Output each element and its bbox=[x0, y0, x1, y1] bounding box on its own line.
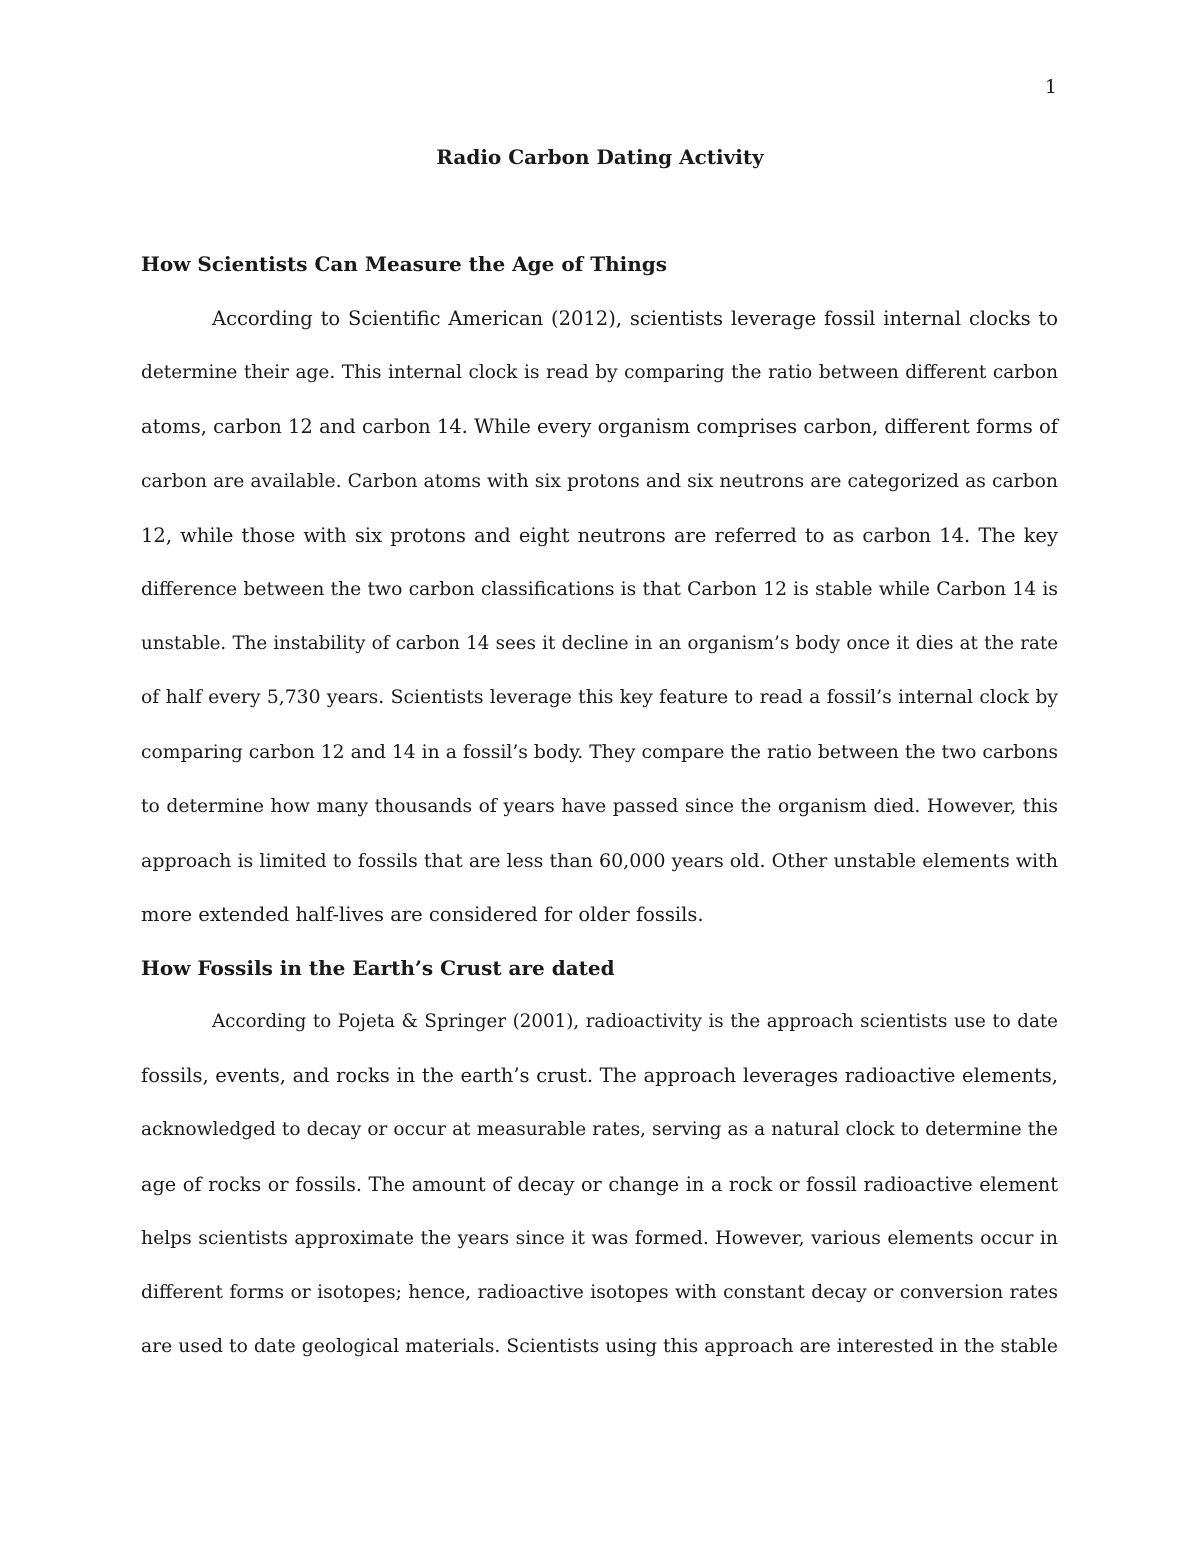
paragraph-line: are used to date geological materials. Scientists using this approach are interested in the stable bbox=[141, 1336, 1058, 1358]
paragraph-line: atoms, carbon 12 and carbon 14. While every organism comprises carbon, different forms of bbox=[141, 415, 1058, 439]
paragraph-line: fossils, events, and rocks in the earth’s crust. The approach leverages radioactive elements, bbox=[141, 1064, 1058, 1088]
paragraph-line: unstable. The instability of carbon 14 sees it decline in an organism’s body once it dies at the rate bbox=[141, 633, 1058, 655]
section-heading-measure-age: How Scientists Can Measure the Age of Things bbox=[141, 252, 668, 276]
paragraph-line: to determine how many thousands of years have passed since the organism died. However, this bbox=[141, 795, 1058, 817]
paragraph-line: helps scientists approximate the years since it was formed. However, various elements occur in bbox=[141, 1227, 1058, 1249]
paragraph-line: carbon are available. Carbon atoms with six protons and six neutrons are categorized as carbon bbox=[141, 470, 1058, 492]
paragraph-line: different forms or isotopes; hence, radioactive isotopes with constant decay or conversion rates bbox=[141, 1281, 1058, 1303]
paragraph-line: 12, while those with six protons and eight neutrons are referred to as carbon 14. The key bbox=[141, 523, 1058, 547]
section-heading-fossils-dated: How Fossils in the Earth’s Crust are dated bbox=[141, 956, 615, 980]
paragraph-line: According to Pojeta & Springer (2001), radioactivity is the approach scientists use to date bbox=[212, 1011, 1058, 1032]
paragraph-line: difference between the two carbon classifications is that Carbon 12 is stable while Carbon 14 is bbox=[141, 578, 1058, 600]
page-number: 1 bbox=[1044, 76, 1057, 98]
document-title: Radio Carbon Dating Activity bbox=[436, 145, 764, 169]
paragraph-line: According to Scientific American (2012), scientists leverage fossil internal clocks to bbox=[212, 307, 1058, 330]
section-paragraph-fossils-dated bbox=[141, 1009, 1058, 1388]
paragraph-line: comparing carbon 12 and 14 in a fossil’s body. They compare the ratio between the two carbons bbox=[141, 741, 1058, 763]
section-paragraph-measure-age bbox=[141, 306, 1058, 956]
paragraph-line: determine their age. This internal clock is read by comparing the ratio between different carbon bbox=[141, 362, 1058, 384]
paragraph-line: age of rocks or fossils. The amount of decay or change in a rock or fossil radioactive element bbox=[141, 1172, 1058, 1196]
paragraph-line: acknowledged to decay or occur at measurable rates, serving as a natural clock to determine the bbox=[141, 1119, 1058, 1141]
paragraph-line: of half every 5,730 years. Scientists leverage this key feature to read a fossil’s internal clock by bbox=[141, 687, 1058, 709]
paragraph-line: more extended half-lives are considered for older fossils. bbox=[141, 903, 704, 927]
paragraph-line: approach is limited to fossils that are less than 60,000 years old. Other unstable elements with bbox=[141, 849, 1058, 872]
